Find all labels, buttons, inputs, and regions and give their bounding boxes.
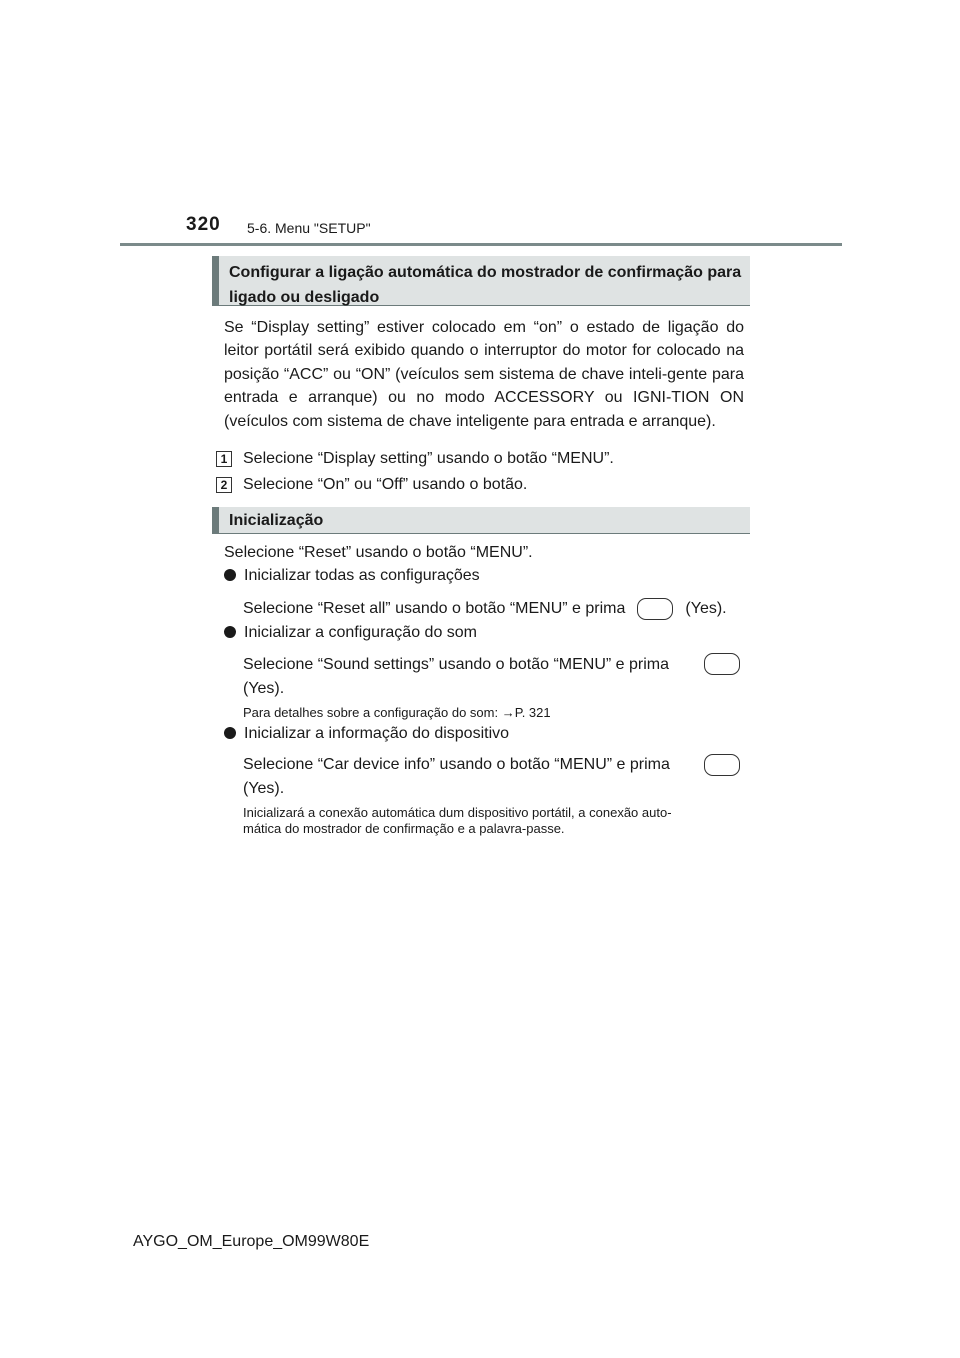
- yes-button-icon: [637, 598, 673, 620]
- yes-button-icon: [704, 653, 740, 675]
- section-title: 5-6. Menu "SETUP": [247, 220, 371, 236]
- sound-settings-yes: (Yes).: [243, 680, 285, 697]
- bullet-item-sound-settings: [224, 623, 477, 643]
- reset-intro: Selecione “Reset” usando o botão “MENU”.: [224, 544, 533, 561]
- header-divider: [120, 243, 842, 246]
- bullet-icon: [224, 727, 236, 739]
- sound-settings-note: Para detalhes sobre a configuração do som: →P. 321: [243, 705, 551, 720]
- device-info-yes: (Yes).: [243, 780, 285, 797]
- bullet-icon: [224, 626, 236, 638]
- bullet-heading: Inicializar todas as configurações: [244, 567, 480, 584]
- bullet-item-reset-all: [224, 566, 480, 586]
- bullet-heading: Inicializar a configuração do som: [244, 624, 478, 641]
- section-heading-initialization: Inicialização: [212, 507, 750, 534]
- step-text: Selecione “On” ou “Off” usando o botão.: [243, 476, 528, 493]
- reset-all-instruction: Selecione “Reset all” usando o botão “MENU” e prima (Yes).: [243, 598, 727, 620]
- auto-connection-paragraph: Se “Display setting” estiver colocado em “on” o estado de ligação do leitor portátil será exibido quando o interruptor do motor for colocado na posição “ACC” ou “ON” (veículos sem sistema de chave inteli-gente para entrada e arranque) ou no modo ACCESSORY ou IGNI-TION ON (veículos com sistema de chave inteligente para entrada e arranque).: [224, 319, 744, 430]
- bullet-item-device-info: [224, 724, 509, 744]
- device-info-note-line2: mática do mostrador de confirmação e a palavra-passe.: [243, 821, 565, 836]
- yes-button-icon: [704, 754, 740, 776]
- document-code: AYGO_OM_Europe_OM99W80E: [133, 1233, 370, 1250]
- step-text: Selecione “Display setting” usando o botão “MENU”.: [243, 450, 614, 467]
- section-heading-auto-connection: Configurar a ligação automática do mostrador de confirmação para ligado ou desligado: [212, 256, 750, 306]
- step-number-badge: 1: [216, 451, 232, 467]
- bullet-icon: [224, 569, 236, 581]
- bullet-heading: Inicializar a informação do dispositivo: [244, 725, 510, 742]
- device-info-instruction: Selecione “Car device info” usando o botão “MENU” e prima: [243, 756, 670, 773]
- step-2: [216, 475, 528, 495]
- device-info-note-line1: Inicializará a conexão automática dum dispositivo portátil, a conexão auto-: [243, 805, 672, 820]
- sound-settings-instruction: Selecione “Sound settings” usando o botão “MENU” e prima: [243, 656, 669, 673]
- step-number-badge: 2: [216, 477, 232, 493]
- page-number: 320: [186, 214, 221, 235]
- step-1: [216, 449, 614, 469]
